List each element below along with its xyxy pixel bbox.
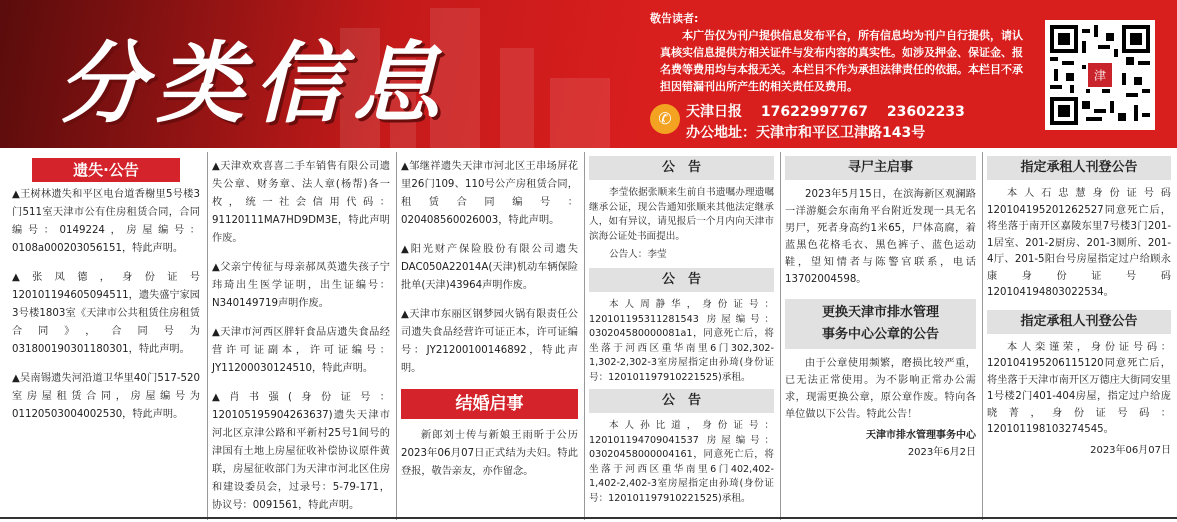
ad-item: ▲王树林遗失和平区电台道香榭里5号楼3门511室天津市公有住房租赁合同，合同编号：0149224，房屋编号：0108a000203056151，特此声明。 <box>12 189 200 254</box>
phone-icon: ✆ <box>650 104 680 134</box>
phone-number-2: 23602233 <box>886 104 965 120</box>
notice-heading: 公 告 <box>589 268 774 292</box>
seal-change-heading-line1: 更换天津市排水管理 <box>821 305 939 320</box>
notice-text: 李莹依据张顺来生前自书遗嘱办理遗嘱继承公证，现公告通知张顺来其他法定继承人，如有异议，请见报后一个月内向天津市滨海公证处书面提出。 <box>589 187 774 242</box>
notice-text: 本人周静华，身份证号：120101195311281543 房屋编号：030204580000081a1，同意死亡后，将坐落于河西区重华南里6门302,302-1,302-2,302-3室房屋指定由孙琦(身份证号：120101197910221525)承租。 <box>589 299 774 383</box>
notice-heading: 公 告 <box>589 389 774 413</box>
column-lost-notices <box>8 152 204 516</box>
building-silhouette <box>500 48 534 148</box>
ad-item: ▲邹继祥遗失天津市河北区王串场屏花里26门109、110号公产房租赁合同，租赁合同编号：020408560026003，特此声明。 <box>401 161 578 226</box>
notice-text: 本广告仅为刊户提供信息发布平台，所有信息均为刊户自行提供，请认真核实信息提供方相关证件与发布内容的真实性。如涉及押金、保证金、报名费等费用均与本报无关。本栏目不作为承担法律责任的依据。本栏目不承担因错漏刊出所产生的相关责任及费用。 <box>660 29 1023 93</box>
qr-code-icon <box>1045 20 1155 130</box>
column-announcements <box>781 152 980 516</box>
notice-issuer: 天津市排水管理事务中心 <box>866 430 976 441</box>
ad-item: ▲阳光财产保险股份有限公司遗失DAC050A22014A(天津)机动车辆保险批单(天津)43964声明作废。 <box>401 244 578 291</box>
ad-item: ▲肖书强(身份证号：120105195904263637)遗失天津市河北区京津公路和平新村25号1间号的津国有土地上房屋征收补偿协议原件黄联，房屋征收部门为天津市河北区住房和建设委员会，过录号：5-79-171，协议号：0091561，特此声明。 <box>212 392 390 511</box>
marriage-heading: 结婚启事 <box>401 389 578 419</box>
tenant-notice-text: 本人栾谨荣，身份证号码：120104195206115120同意死亡后，将坐落于天津市南开区万德庄大街同安里1号楼2门401-404房屋，指定过户给庞晓菁，身份证号码：120101198103274545。 <box>987 341 1171 435</box>
tenant-notice-heading: 指定承租人刊登公告 <box>987 156 1171 180</box>
column-public-notices <box>585 152 778 516</box>
ad-item: ▲天津市东丽区钢梦园火锅有限责任公司遗失食品经营许可证正本，许可证编号：JY21200100146892，特此声明。 <box>401 309 578 374</box>
body-search-text: 2023年5月15日，在滨海新区观澜路一洋游艇会东南角平台附近发现一具无名男尸，死者身高约1米65，尸体高腐，着蓝黑色花格毛衣、黑色裤子、蓝色运动鞋，望知情者与陈警官联系，电话13702004598。 <box>785 189 976 285</box>
notice-date: 2023年06月07日 <box>1090 444 1171 456</box>
column-lost-notices-2 <box>208 152 394 516</box>
seal-change-heading-line2: 事务中心公章的公告 <box>821 327 939 342</box>
notice-date: 2023年6月2日 <box>907 447 976 458</box>
ad-item: ▲天津市河西区胖轩食品店遗失食品经营许可证副本，许可证编号：JY11200030124510，特此声明。 <box>212 327 390 374</box>
body-search-heading: 寻尸主启事 <box>785 156 976 180</box>
tenant-notice-text: 本人石忠慧身份证号码120104195201262527同意死亡后，将坐落于南开区嘉陵东里7号楼3门201-1居室、201-2厨房、201-3厕所、201-4厅、201-5阳台号房屋指定过户给顾永康身份证号码120104194803022534。 <box>987 188 1171 298</box>
notice-heading: 公 告 <box>589 156 774 180</box>
column-lost-and-marriage <box>397 152 582 516</box>
phone-number-1: 17622997767 <box>760 104 869 120</box>
page-title: 分类信息 <box>58 32 451 135</box>
seal-change-text: 由于公章使用频繁，磨损比较严重，已无法正常使用。为不影响正常办公需求，现需更换公章，原公章作废。特向各单位做以下公告。特此公告！ <box>785 358 976 420</box>
notice-text: 本人孙比道，身份证号：120101194709041537 房屋编号：030204580000041​61，同意死亡后，将坐落于河西区重华南里6门402,402-1,402-2,402-3室房屋指定由孙琦(身份证号：120101197910221525)承租。 <box>589 420 774 504</box>
ad-item: ▲父亲宁传征与母亲郝凤英遗失孩子宁玮琦出生医学证明，出生证编号：N340149719声明作废。 <box>212 262 390 309</box>
seal-change-heading <box>785 299 976 349</box>
contact-phones <box>686 101 979 121</box>
header-banner <box>0 0 1177 148</box>
ad-item: ▲吴南锡遗失河沿道卫华里40门517-520室房屋租赁合同，房屋编号为011205030040025​30，特此声明。 <box>12 373 200 420</box>
bottom-rule <box>0 517 1177 519</box>
notice-signature: 公告人：李莹 <box>609 249 667 260</box>
notice-label: 敬告读者: <box>650 12 699 25</box>
svg-text:津: 津 <box>1093 68 1107 83</box>
building-silhouette <box>550 78 610 148</box>
tenant-notice-heading: 指定承租人刊登公告 <box>987 310 1171 334</box>
column-tenant-notices <box>983 152 1175 516</box>
section-heading: 遗失·公告 <box>32 158 180 182</box>
marriage-text: 新郎刘士传与新娘王雨昕于公历2023年06月07日正式结为夫妇。特此登报，敬告亲友，亦作留念。 <box>401 430 578 477</box>
contact-name: 天津日报 <box>686 104 742 120</box>
ad-item: ▲天津欢欢喜喜二手车销售有限公司遗失公章、财务章、法人章(杨帮)各一枚，统一社会信用代码：91120111MA7HD9DM3E，特此声明作废。 <box>212 161 390 244</box>
ad-item: ▲张凤德，身份证号120101194605094511，遗失盛宁家园3号楼1803室《天津市公共租赁住房租赁合同》，合同号为031800190301180301，特此声明。 <box>12 272 200 355</box>
office-address: 办公地址：天津市和平区卫津路143号 <box>686 125 926 141</box>
